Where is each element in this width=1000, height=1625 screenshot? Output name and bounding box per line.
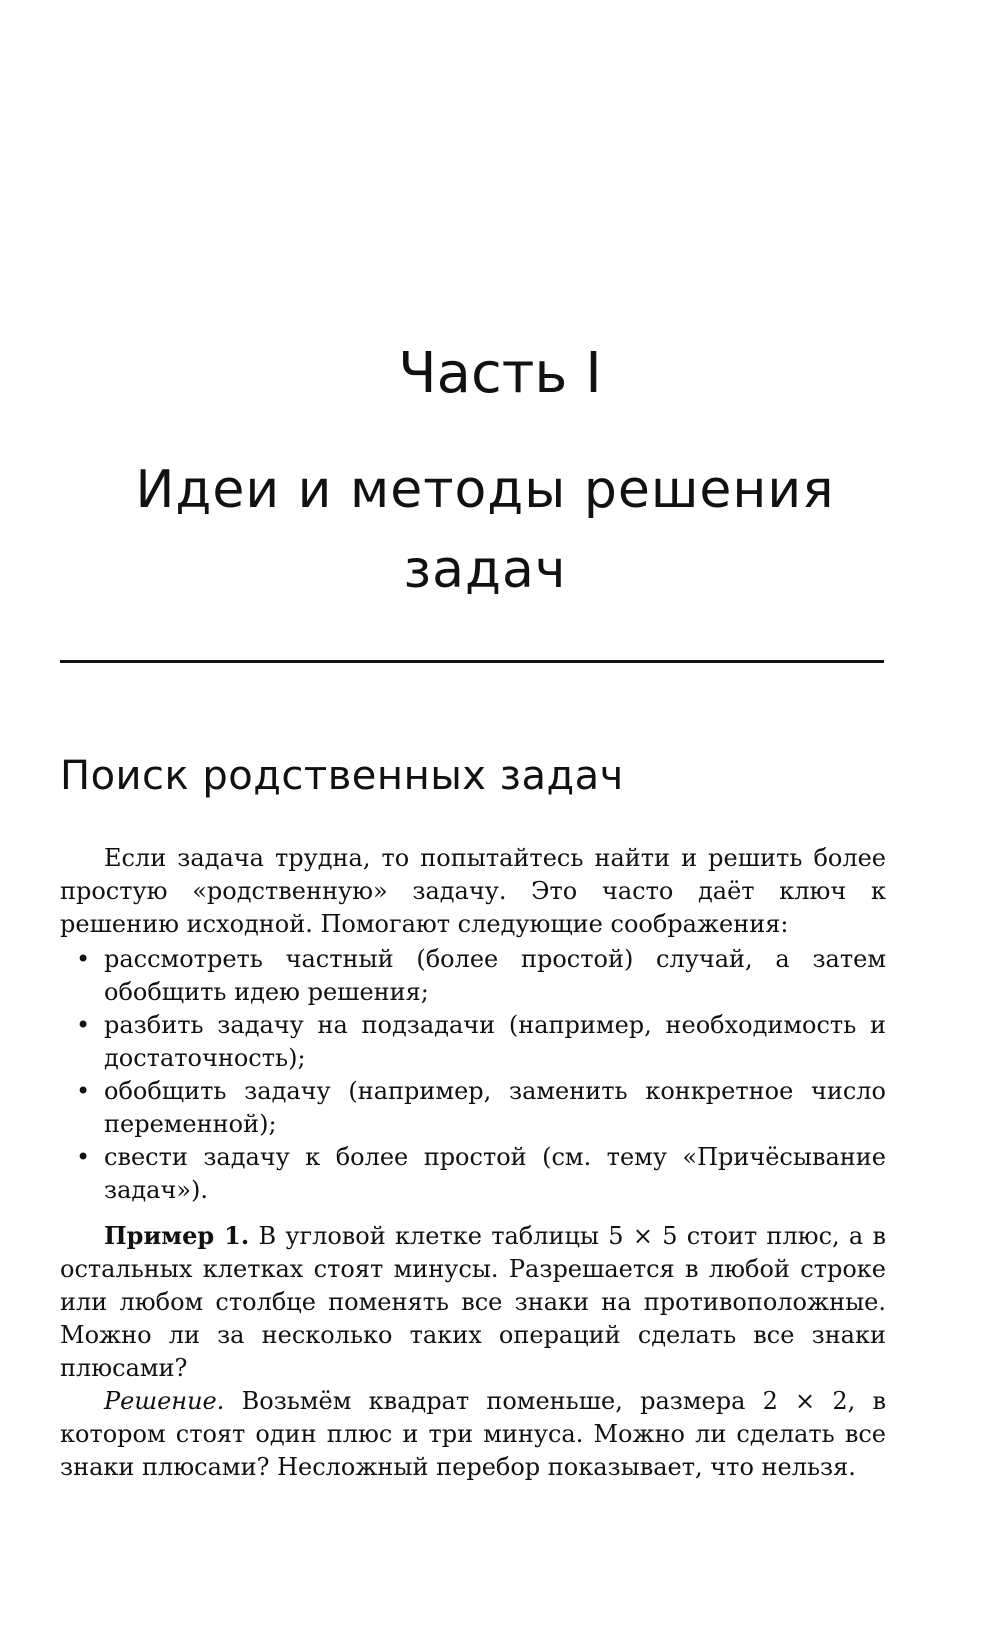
body-text: [60, 842, 886, 1484]
bullet-icon: •: [76, 1011, 91, 1039]
list-item-text: обобщить задачу (например, заменить конкретное число переменной);: [104, 1077, 886, 1138]
list-item-text: разбить задачу на подзадачи (например, необходимость и достаточность);: [104, 1011, 886, 1072]
solution-label: Решение.: [104, 1387, 225, 1415]
list-item: [60, 1075, 886, 1141]
part-title: Часть I: [398, 341, 602, 406]
bullet-list: [60, 943, 886, 1207]
intro-paragraph: Если задача трудна, то попытайтесь найти и решить более простую «родственную» задачу. Это часто даёт ключ к решению исходной. Помогают следующие соображения:: [60, 844, 886, 938]
list-item: [60, 943, 886, 1009]
bullet-icon: •: [76, 1143, 91, 1171]
solution-text: Возьмём квадрат поменьше, размера 2 × 2, в котором стоят один плюс и три минуса. Можно ли сделать все знаки плюсами? Несложный перебор показывает, что нельзя.: [60, 1387, 886, 1481]
example-text: В угловой клетке таблицы 5 × 5 стоит плюс, а в остальных клетках стоят минусы. Разрешается в любой строке или любом столбце поменять все знаки на противоположные. Можно ли за несколько таких операций сделать все знаки плюсами?: [60, 1222, 886, 1382]
bullet-icon: •: [76, 945, 91, 973]
bullet-icon: •: [76, 1077, 91, 1105]
section-title: Поиск родственных задач: [60, 753, 624, 799]
part-subtitle: Идеи и методы решения задач: [135, 460, 835, 600]
list-item-text: рассмотреть частный (более простой) случай, а затем обобщить идею решения;: [104, 945, 886, 1006]
solution-paragraph: [60, 1385, 886, 1484]
example-paragraph: [60, 1219, 886, 1385]
example-label: Пример 1.: [104, 1221, 250, 1250]
horizontal-rule: [60, 660, 884, 663]
list-item-text: свести задачу к более простой (см. тему «Причёсывание задач»).: [104, 1143, 886, 1204]
list-item: [60, 1141, 886, 1207]
list-item: [60, 1009, 886, 1075]
